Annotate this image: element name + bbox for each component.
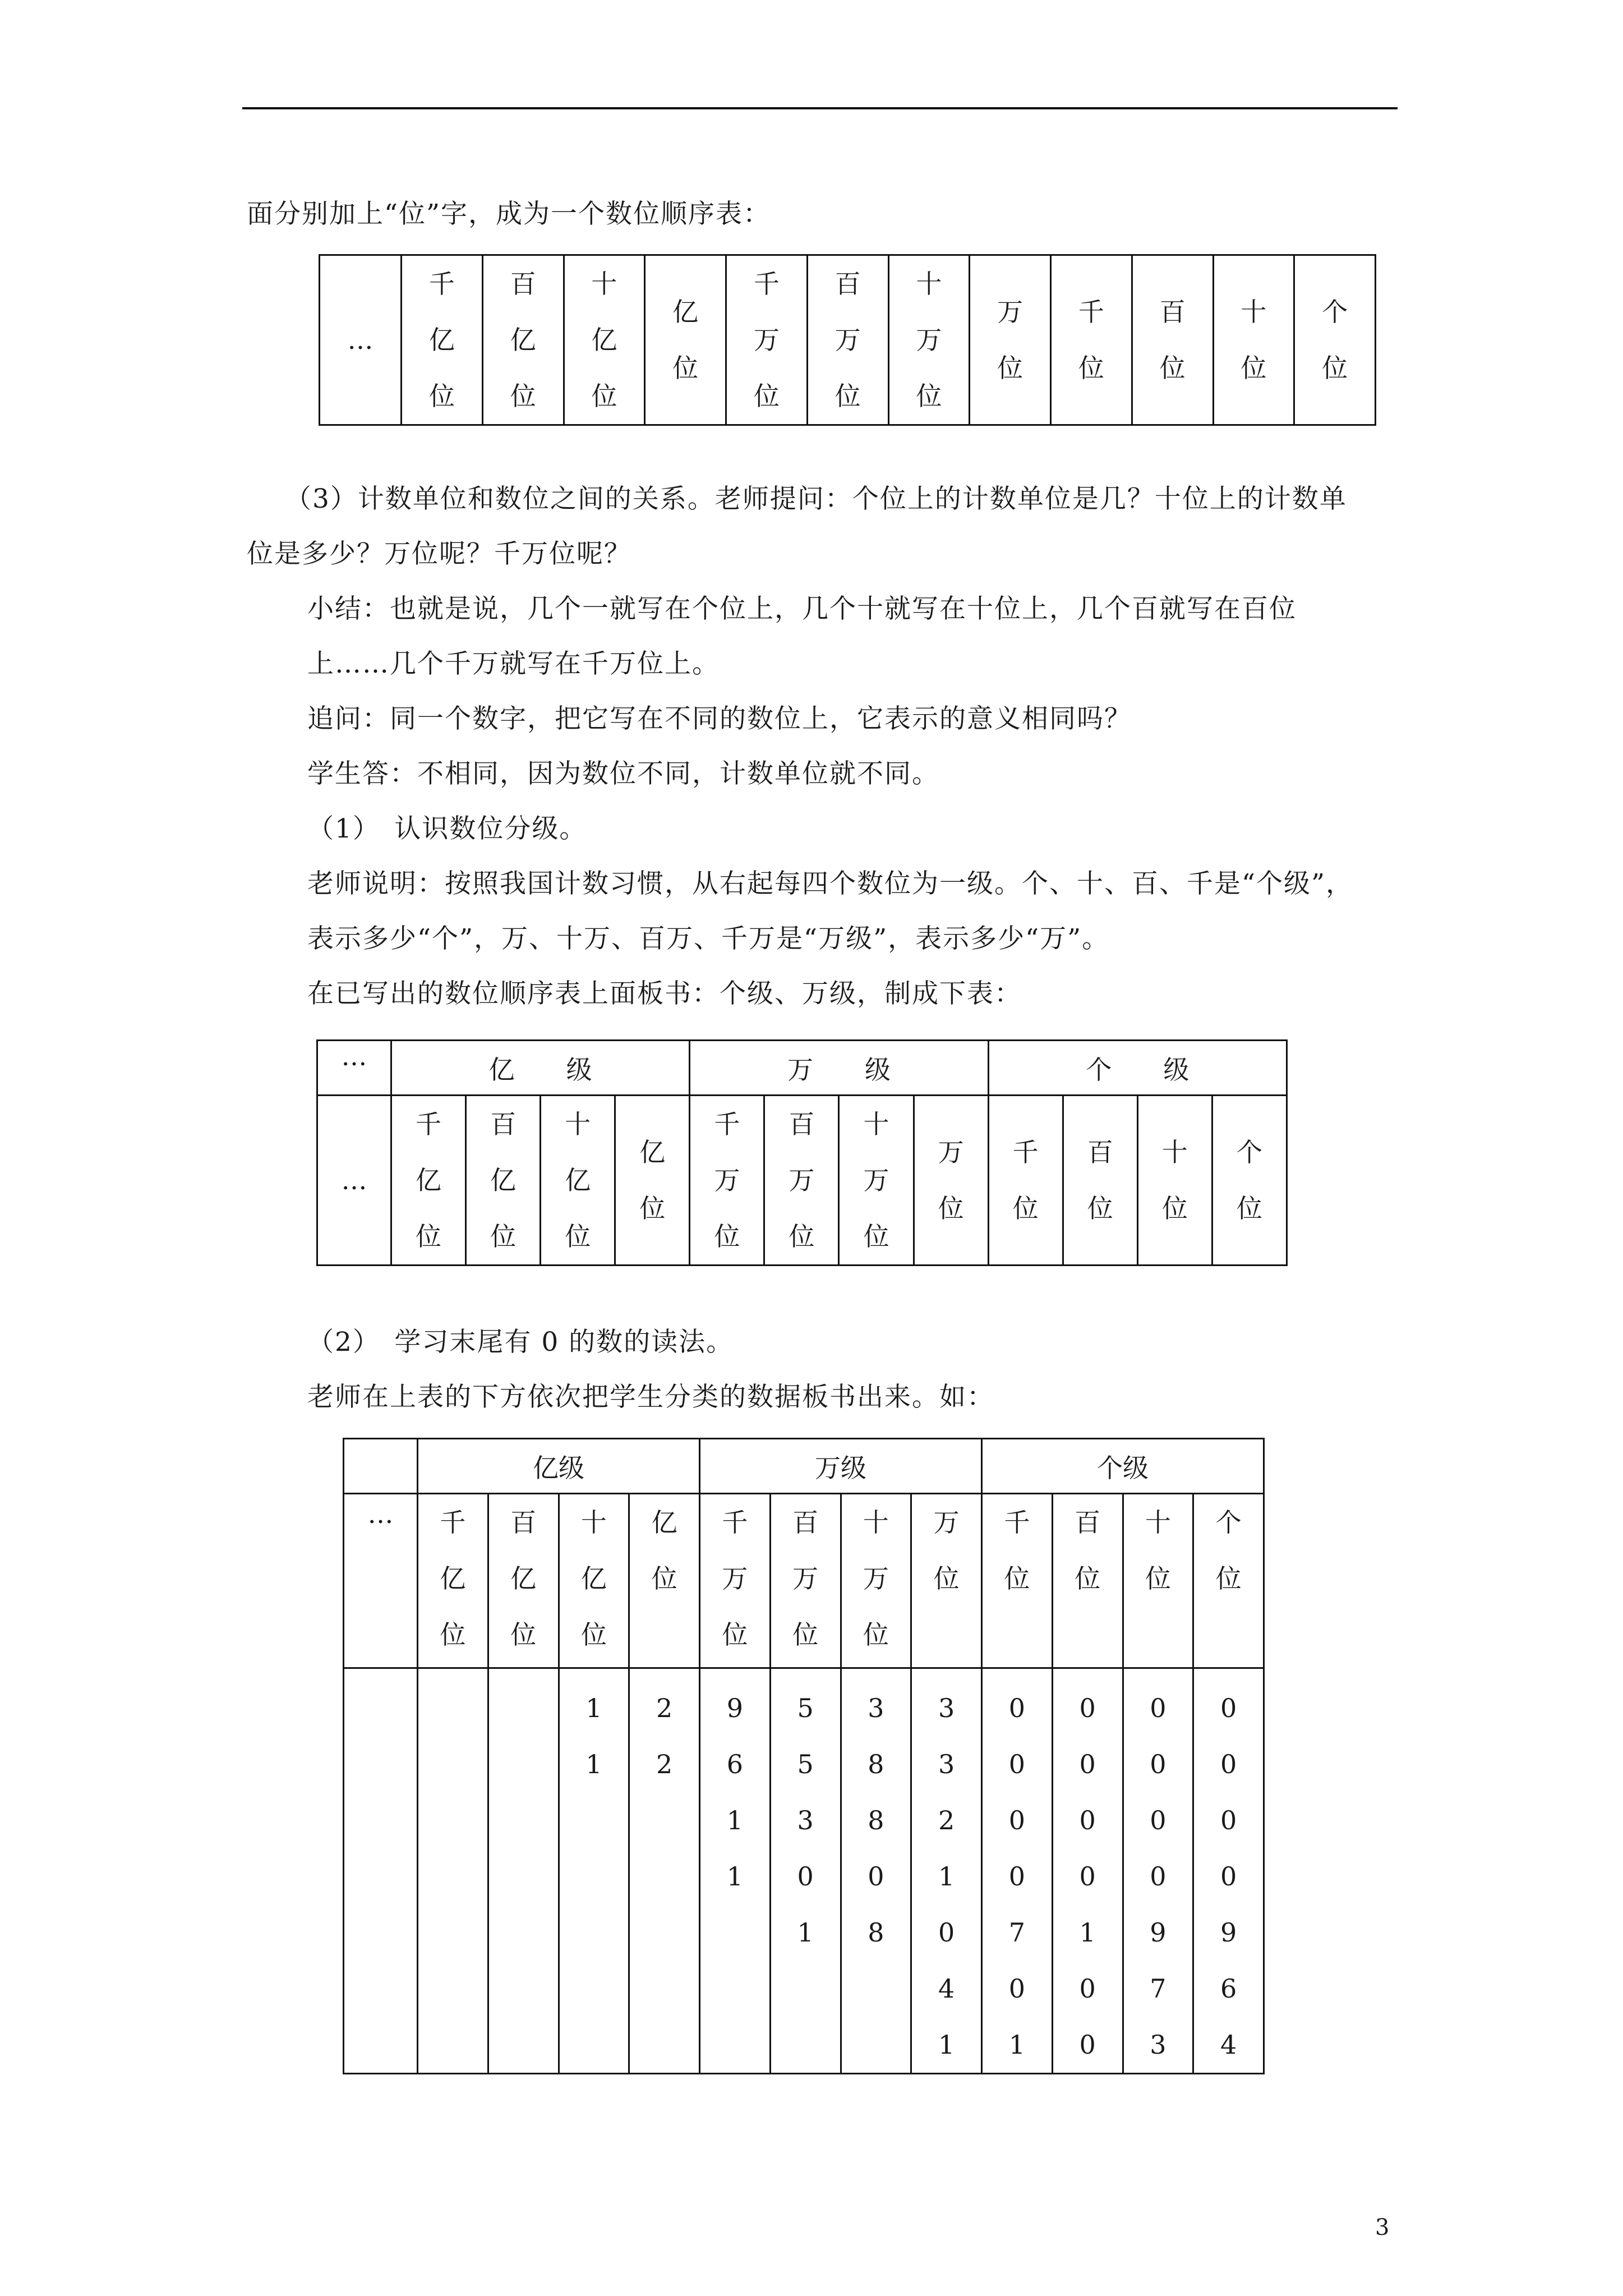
- place-char: 万: [834, 325, 861, 355]
- place-char: 万: [916, 325, 942, 355]
- para3-line1: （3）计数单位和数位之间的关系。老师提问：个位上的计数单位是几？十位上的计数单: [285, 484, 1347, 514]
- place-char: 个: [1215, 1507, 1242, 1538]
- group-wan: 万级: [700, 1439, 982, 1494]
- grouped-place-table: [316, 1039, 1288, 1266]
- digit-column: [841, 1668, 911, 2074]
- digit: 0: [1008, 1805, 1026, 1835]
- digit: 0: [1220, 1693, 1237, 1723]
- place-value-row: [344, 1494, 1264, 1668]
- digit: 4: [938, 1973, 955, 2004]
- place-char: 位: [639, 1193, 666, 1223]
- place-value-row: [320, 255, 1376, 425]
- group-header-row: [317, 1041, 1287, 1096]
- digits-row: [344, 1668, 1264, 2074]
- digit: 0: [1008, 1861, 1026, 1892]
- place-char: 百: [510, 1507, 537, 1538]
- place-char: 位: [565, 1221, 591, 1251]
- header-rule: [242, 107, 1398, 109]
- place-cell: [541, 1096, 615, 1266]
- place-char: 亿: [428, 325, 455, 355]
- place-cell: [1213, 255, 1294, 425]
- place-char: 位: [510, 1619, 537, 1650]
- place-char: 亿: [490, 1165, 517, 1195]
- place-cell: [1294, 255, 1376, 425]
- digit: 1: [1079, 1917, 1096, 1948]
- group-header-row: [344, 1439, 1264, 1494]
- place-char: 百: [1075, 1507, 1101, 1538]
- place-cell: [982, 1494, 1053, 1668]
- teacher-explain-1: 老师说明：按照我国计数习惯，从右起每四个数位为一级。个、十、百、千是“个级”，: [307, 868, 1354, 899]
- place-char: 万: [863, 1165, 889, 1195]
- teacher-board: 老师在上表的下方依次把学生分类的数据板书出来。如：: [307, 1382, 994, 1412]
- place-char: 位: [1078, 353, 1104, 383]
- place-cell: [1063, 1096, 1137, 1266]
- place-char: 位: [1159, 353, 1186, 383]
- place-char: 千: [440, 1507, 466, 1538]
- place-char: 位: [916, 381, 942, 411]
- digit-column: [629, 1668, 700, 2074]
- place-char: 位: [428, 381, 455, 411]
- digit: 2: [656, 1749, 673, 1779]
- digit: 3: [797, 1805, 814, 1835]
- place-cell: [841, 1494, 911, 1668]
- place-char: 十: [1241, 297, 1267, 327]
- item2-heading: （2） 学习末尾有 0 的数的读法。: [307, 1327, 734, 1358]
- place-char: 亿: [672, 297, 699, 327]
- place-char: 位: [1087, 1193, 1113, 1223]
- place-char: 十: [580, 1507, 607, 1538]
- place-char: 亿: [639, 1137, 666, 1167]
- place-char: 万: [789, 1165, 815, 1195]
- digit: 0: [1150, 1749, 1166, 1779]
- place-char: 千: [714, 1109, 740, 1139]
- place-cell: [629, 1494, 700, 1668]
- digit: 0: [1220, 1805, 1237, 1835]
- place-cell: [764, 1096, 839, 1266]
- digit: 0: [1079, 1749, 1096, 1779]
- place-char: 万: [722, 1563, 748, 1594]
- digit: 0: [868, 1861, 884, 1892]
- digit: 9: [1220, 1917, 1237, 1948]
- place-cell: [1123, 1494, 1193, 1668]
- page-number: 3: [1375, 2215, 1390, 2240]
- place-char: 千: [722, 1507, 748, 1538]
- place-char: 十: [863, 1109, 889, 1139]
- place-char: 位: [997, 353, 1023, 383]
- digit: 5: [797, 1749, 814, 1779]
- place-char: 亿: [510, 325, 536, 355]
- place-char: 位: [1004, 1563, 1030, 1594]
- digit-column: [700, 1668, 771, 2074]
- digit: 1: [585, 1693, 602, 1723]
- place-char: 位: [591, 381, 617, 411]
- place-char: 位: [714, 1221, 740, 1251]
- digit: 7: [1008, 1917, 1026, 1948]
- place-char: 位: [1241, 353, 1267, 383]
- place-char: 位: [672, 353, 699, 383]
- place-char: 个: [1322, 297, 1348, 327]
- place-char: 十: [565, 1109, 591, 1139]
- place-cell: [888, 255, 970, 425]
- digit: 9: [1150, 1917, 1166, 1948]
- digit: 0: [1079, 1861, 1096, 1892]
- place-cell: [615, 1096, 690, 1266]
- ellipsis-cell: …: [320, 255, 402, 425]
- place-cell: [391, 1096, 466, 1266]
- digit: 3: [1150, 2030, 1166, 2060]
- digit-column: [418, 1668, 488, 2074]
- place-cell: [970, 255, 1051, 425]
- digit: 3: [868, 1693, 884, 1723]
- para3-line2: 位是多少？万位呢？千万位呢？: [247, 539, 631, 569]
- place-char: 千: [428, 269, 455, 299]
- place-char: 十: [1145, 1507, 1171, 1538]
- digit: 1: [585, 1749, 602, 1779]
- place-cell: [839, 1096, 914, 1266]
- digit-column: [1052, 1668, 1123, 2074]
- digit: 1: [938, 2030, 955, 2060]
- ellipsis-cell: …: [317, 1041, 391, 1096]
- place-char: 万: [863, 1563, 889, 1594]
- digit: 0: [1008, 1693, 1026, 1723]
- place-char: 亿: [416, 1165, 442, 1195]
- board-line: 在已写出的数位顺序表上面板书：个级、万级，制成下表：: [307, 978, 1022, 1009]
- digit: 9: [726, 1693, 744, 1723]
- place-char: 万: [792, 1563, 819, 1594]
- place-char: 位: [440, 1619, 466, 1650]
- place-char: 位: [722, 1619, 748, 1650]
- place-char: 万: [714, 1165, 740, 1195]
- digit: 3: [938, 1749, 955, 1779]
- digit: 5: [797, 1693, 814, 1723]
- place-char: 位: [1075, 1563, 1101, 1594]
- place-char: 位: [933, 1563, 960, 1594]
- place-char: 位: [651, 1563, 677, 1594]
- place-cell: [770, 1494, 841, 1668]
- digit: 7: [1150, 1973, 1166, 2004]
- digit: 0: [1150, 1805, 1166, 1835]
- place-cell: [807, 255, 888, 425]
- place-cell: [488, 1494, 559, 1668]
- place-cell: [1137, 1096, 1212, 1266]
- place-char: 亿: [651, 1507, 677, 1538]
- teacher-explain-2: 表示多少“个”，万、十万、百万、千万是“万级”，表示多少“万”。: [307, 923, 1110, 954]
- place-char: 位: [753, 381, 780, 411]
- digit: 0: [938, 1917, 955, 1948]
- digit: 1: [797, 1917, 814, 1948]
- place-char: 十: [916, 269, 942, 299]
- followup-question: 追问：同一个数字，把它写在不同的数位上，它表示的意义相同吗？: [307, 703, 1132, 734]
- place-char: 十: [863, 1507, 889, 1538]
- place-char: 位: [863, 1619, 889, 1650]
- ellipsis-cell: …: [317, 1096, 391, 1266]
- digit: 8: [868, 1917, 884, 1948]
- place-char: 千: [1012, 1137, 1039, 1167]
- place-cell: [914, 1096, 988, 1266]
- digit: 8: [868, 1749, 884, 1779]
- digit: 0: [1079, 2030, 1096, 2060]
- numbers-table: [343, 1438, 1265, 2074]
- place-char: 位: [580, 1619, 607, 1650]
- place-cell: [564, 255, 645, 425]
- place-char: 位: [1161, 1193, 1188, 1223]
- place-cell: [1051, 255, 1132, 425]
- digit: 2: [938, 1805, 955, 1835]
- digit: 1: [1008, 2030, 1026, 2060]
- digit: 0: [1150, 1861, 1166, 1892]
- place-char: 位: [510, 381, 536, 411]
- summary-line2: 上……几个千万就写在千万位上。: [307, 648, 720, 679]
- blank-cell: [344, 1439, 418, 1494]
- place-cell: [418, 1494, 488, 1668]
- digit: 2: [656, 1693, 673, 1723]
- group-ge: 个 级: [988, 1041, 1287, 1096]
- place-char: 万: [938, 1137, 964, 1167]
- digit-column: [488, 1668, 559, 2074]
- place-cell: [559, 1494, 629, 1668]
- place-cell: [1052, 1494, 1123, 1668]
- place-char: 个: [1236, 1137, 1262, 1167]
- place-char: 十: [591, 269, 617, 299]
- place-char: 百: [490, 1109, 517, 1139]
- place-char: 位: [1215, 1563, 1242, 1594]
- place-char: 位: [863, 1221, 889, 1251]
- item1-heading: （1） 认识数位分级。: [307, 813, 587, 844]
- place-char: 位: [789, 1221, 815, 1251]
- place-char: 位: [834, 381, 861, 411]
- place-char: 亿: [510, 1563, 537, 1594]
- digit: 0: [1220, 1749, 1237, 1779]
- digit: 0: [1008, 1749, 1026, 1779]
- place-cell: [1132, 255, 1213, 425]
- student-answer: 学生答：不相同，因为数位不同，计数单位就不同。: [307, 758, 939, 789]
- group-wan: 万 级: [690, 1041, 988, 1096]
- place-char: 万: [753, 325, 780, 355]
- place-char: 位: [1145, 1563, 1171, 1594]
- place-char: 百: [1159, 297, 1186, 327]
- place-char: 亿: [565, 1165, 591, 1195]
- digit: 1: [726, 1805, 744, 1835]
- digit-column: [911, 1668, 982, 2074]
- place-char: 千: [1078, 297, 1104, 327]
- place-char: 百: [1087, 1137, 1113, 1167]
- place-char: 位: [792, 1619, 819, 1650]
- digit-column: [1123, 1668, 1193, 2074]
- place-char: 百: [792, 1507, 819, 1538]
- digit: 3: [938, 1693, 955, 1723]
- digit-column: [559, 1668, 629, 2074]
- place-char: 万: [933, 1507, 960, 1538]
- digit: 0: [1079, 1693, 1096, 1723]
- digit: 6: [1220, 1973, 1237, 2004]
- ellipsis-cell: …: [344, 1494, 418, 1668]
- summary-line1: 小结：也就是说，几个一就写在个位上，几个十就写在十位上，几个百就写在百位: [307, 593, 1297, 624]
- place-cell: [726, 255, 808, 425]
- place-char: 亿: [580, 1563, 607, 1594]
- group-ge: 个级: [982, 1439, 1264, 1494]
- digit: 8: [868, 1805, 884, 1835]
- digit: 0: [1008, 1973, 1026, 2004]
- place-char: 十: [1161, 1137, 1188, 1167]
- place-char: 位: [416, 1221, 442, 1251]
- place-value-table: [319, 254, 1376, 426]
- place-char: 万: [997, 297, 1023, 327]
- place-char: 百: [834, 269, 861, 299]
- place-cell: [911, 1494, 982, 1668]
- digit: 0: [1079, 1973, 1096, 2004]
- place-char: 千: [416, 1109, 442, 1139]
- place-cell: [690, 1096, 764, 1266]
- place-char: 百: [789, 1109, 815, 1139]
- intro-line: 面分别加上“位”字，成为一个数位顺序表：: [247, 199, 771, 229]
- digit: 0: [1150, 1693, 1166, 1723]
- place-cell: [645, 255, 726, 425]
- place-char: 位: [1236, 1193, 1262, 1223]
- digit-column: [770, 1668, 841, 2074]
- digit: 0: [1079, 1805, 1096, 1835]
- digit: 0: [1220, 1861, 1237, 1892]
- place-char: 亿: [440, 1563, 466, 1594]
- digit-column: [344, 1668, 418, 2074]
- place-char: 位: [938, 1193, 964, 1223]
- digit-column: [1193, 1668, 1264, 2074]
- place-cell: [700, 1494, 771, 1668]
- place-cell: [1212, 1096, 1287, 1266]
- place-char: 百: [510, 269, 536, 299]
- place-cell: [1193, 1494, 1264, 1668]
- place-char: 位: [1012, 1193, 1039, 1223]
- group-yi: 亿级: [418, 1439, 700, 1494]
- digit: 1: [938, 1861, 955, 1892]
- digit: 6: [726, 1749, 744, 1779]
- place-char: 千: [1004, 1507, 1030, 1538]
- place-char: 位: [490, 1221, 517, 1251]
- digit: 0: [797, 1861, 814, 1892]
- place-cell: [402, 255, 483, 425]
- place-char: 千: [753, 269, 780, 299]
- digit: 1: [726, 1861, 744, 1892]
- group-yi: 亿 级: [391, 1041, 690, 1096]
- place-char: 位: [1322, 353, 1348, 383]
- digit-column: [982, 1668, 1053, 2074]
- place-value-row: [317, 1096, 1287, 1266]
- place-char: 亿: [591, 325, 617, 355]
- place-cell: [482, 255, 564, 425]
- place-cell: [988, 1096, 1063, 1266]
- digit: 4: [1220, 2030, 1237, 2060]
- place-cell: [466, 1096, 541, 1266]
